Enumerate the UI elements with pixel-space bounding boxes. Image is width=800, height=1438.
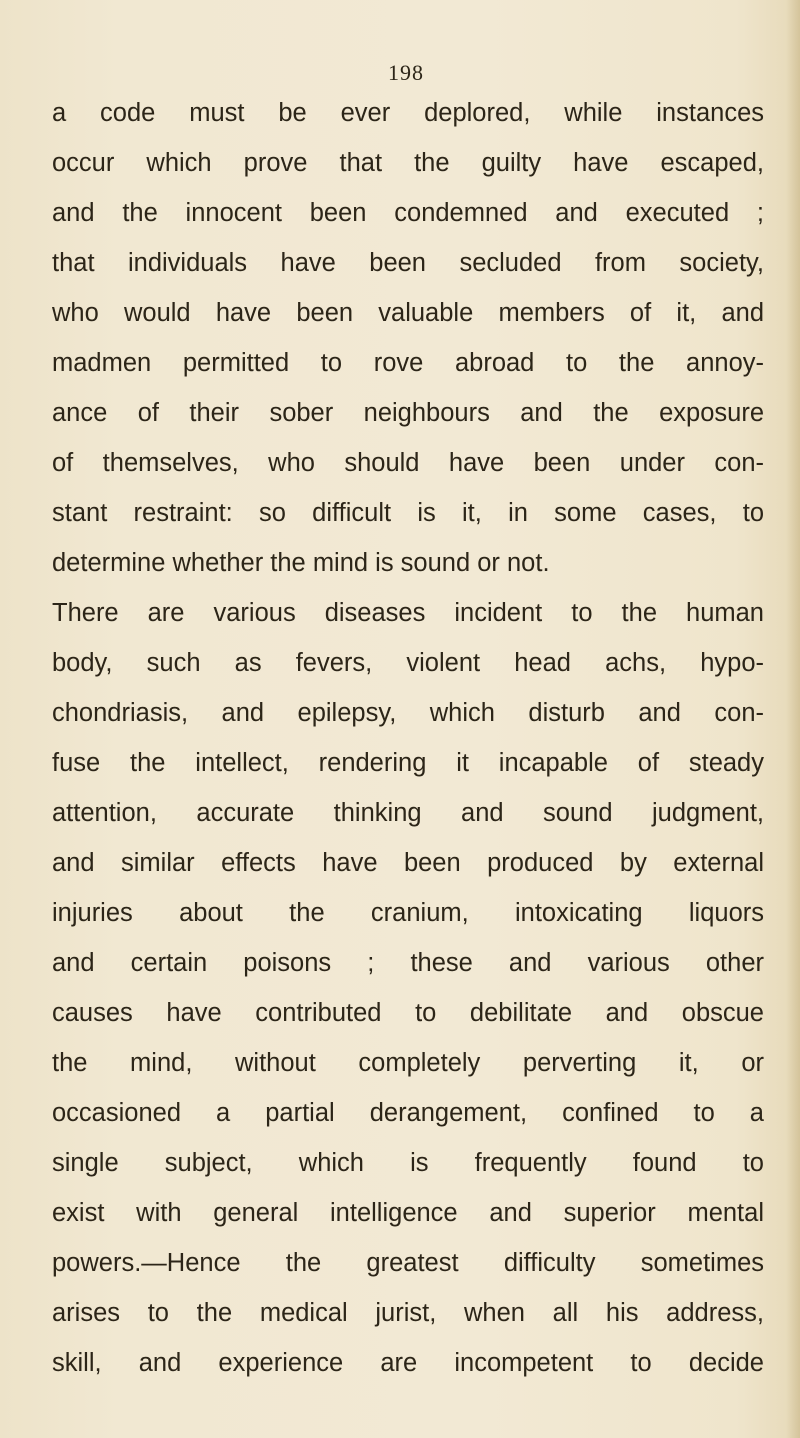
- text-line: skill, and experience are incompetent to decide: [52, 1349, 764, 1377]
- text-line: a code must be ever deplored, while instances: [52, 99, 764, 127]
- text-line: and certain poisons ; these and various other: [52, 949, 764, 977]
- text-line: ance of their sober neighbours and the exposure: [52, 399, 764, 427]
- text-line: arises to the medical jurist, when all his address,: [52, 1299, 764, 1327]
- page-edge-shadow: [786, 0, 800, 1438]
- body-text: [52, 88, 764, 1388]
- text-line: and similar effects have been produced by external: [52, 849, 764, 877]
- text-line: causes have contributed to debilitate and obscue: [52, 999, 764, 1027]
- text-line: of themselves, who should have been under con-: [52, 449, 764, 477]
- text-line: determine whether the mind is sound or not.: [52, 549, 550, 577]
- text-line: injuries about the cranium, intoxicating liquors: [52, 899, 764, 927]
- text-line: the mind, without completely perverting it, or: [52, 1049, 764, 1077]
- page-number: 198: [388, 60, 424, 85]
- text-line: and the innocent been condemned and executed ;: [52, 199, 764, 227]
- text-line: body, such as fevers, violent head achs, hypo-: [52, 649, 764, 677]
- text-line: occur which prove that the guilty have escaped,: [52, 149, 764, 177]
- text-line: attention, accurate thinking and sound judgment,: [52, 799, 764, 827]
- text-line: single subject, which is frequently found to: [52, 1149, 764, 1177]
- text-line: who would have been valuable members of it, and: [52, 299, 764, 327]
- text-line: There are various diseases incident to the human: [52, 599, 764, 627]
- text-line: madmen permitted to rove abroad to the annoy-: [52, 349, 764, 377]
- text-line: powers.—Hence the greatest difficulty sometimes: [52, 1249, 764, 1277]
- text-line: stant restraint: so difficult is it, in some cases, to: [52, 499, 764, 527]
- text-line: exist with general intelligence and superior mental: [52, 1199, 764, 1227]
- text-line: that individuals have been secluded from society,: [52, 249, 764, 277]
- text-line: fuse the intellect, rendering it incapable of steady: [52, 749, 764, 777]
- text-line: chondriasis, and epilepsy, which disturb and con-: [52, 699, 764, 727]
- text-line: occasioned a partial derangement, confined to a: [52, 1099, 764, 1127]
